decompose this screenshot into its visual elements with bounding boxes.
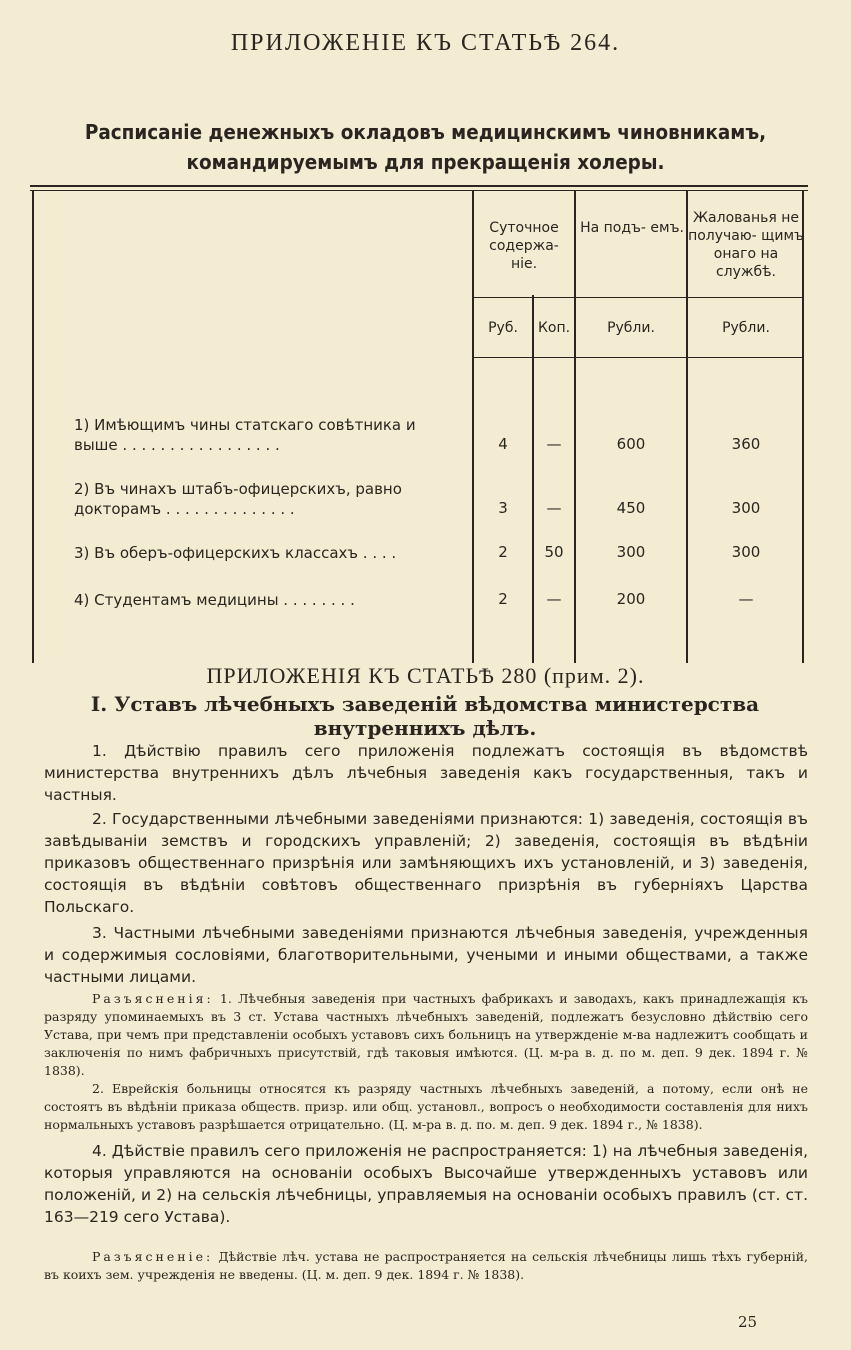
cell-lift: 450 <box>616 499 646 517</box>
header-daily: Суточное содержа- ніе. <box>489 220 559 272</box>
table-row-label: 4) Студентамъ медицины . . . . . . . . <box>74 591 355 609</box>
cell-rub: 2 <box>498 543 508 561</box>
table-row-label: 3) Въ оберъ-офицерскихъ классахъ . . . . <box>74 544 397 562</box>
cell-lift: 200 <box>616 590 646 608</box>
note-2: 2. Еврейскія больницы относятся къ разряду частныхъ лѣчебныхъ заведеній, а потому, если онѣ не состоятъ въ вѣдѣніи приказа обществ. призр. или общ. установл., вопросъ о необходимости составленія для нихъ нормальныхъ уставовъ разрѣшается отрицательно. (Ц. м-ра в. д. по. м. деп. 9 дек. 1894 г., № 1838). <box>44 1081 808 1132</box>
cell-lift: 300 <box>616 543 646 561</box>
cell-salary: — <box>738 590 754 608</box>
cell-salary: 360 <box>731 435 761 453</box>
cell-kop: — <box>546 435 562 453</box>
article-4: 4. Дѣйствіе правилъ сего приложенія не распространяется: 1) на лѣчебныя заведенія, которыя управляются на основаніи особыхъ Высочайше утвержденныхъ уставовъ или положеній, и 2) на сельскія лѣчебницы, управляемыя на основаніи особыхъ правилъ (ст. ст. 163—219 сего Устава). <box>44 1142 808 1226</box>
appendix-title: ПРИЛОЖЕНІЕ КЪ СТАТЬѢ 264. <box>230 30 621 56</box>
note-1-text: 1. Лѣчебныя заведенія при частныхъ фабрикахъ и заводахъ, какъ принадлежащія къ разряду упоминаемыхъ въ 3 ст. Устава частныхъ лѣчебныхъ заведеній, подлежатъ безусловно дѣйствію сего Устава, при чемъ при представленіи особыхъ уставовъ сихъ больницъ на утвержденіе м-ва надлежитъ сообщать и заключенія по нимъ фабричныхъ присутствій, гдѣ таковыя имѣются. (Ц. м-ра в. д. по м. деп. 9 дек. 1894 г. № 1838). <box>44 991 808 1078</box>
table-row-label: 1) Имѣющимъ чины статскаго совѣтника и выше . . . . . . . . . . . . . . . . . <box>74 416 416 454</box>
schedule-heading-line2: командируемымъ для прекращенія холеры. <box>186 150 665 174</box>
cell-rub: 3 <box>498 499 508 517</box>
cell-kop: 50 <box>544 543 564 561</box>
article-1: 1. Дѣйствію правилъ сего приложенія подлежатъ состоящія въ вѣдомствѣ министерства внутреннихъ дѣлъ лѣчебныя заведенія какъ государственныя, такъ и частныя. <box>44 742 808 804</box>
appendix-280-title: ПРИЛОЖЕНІЯ КЪ СТАТЬѢ 280 (прим. 2). <box>206 663 645 688</box>
cell-salary: 300 <box>731 543 761 561</box>
cell-kop: — <box>546 499 562 517</box>
header-kop: Коп. <box>537 320 571 336</box>
header-rubli-salary: Рубли. <box>722 320 770 336</box>
header-rubli-lift: Рубли. <box>607 320 655 336</box>
schedule-heading-line1: Расписаніе денежныхъ окладовъ медицинскимъ чиновникамъ, <box>84 120 767 144</box>
page-number: 25 <box>738 1313 758 1331</box>
table-row-label: 2) Въ чинахъ штабъ-офицерскихъ, равно докторамъ . . . . . . . . . . . . . . <box>74 480 402 518</box>
cell-rub: 2 <box>498 590 508 608</box>
note-3-label: Разъясненіе: <box>92 1249 214 1264</box>
note-3-text: Дѣйствіе лѣч. устава не распространяется на сельскія лѣчебницы лишь тѣхъ губерній, въ коихъ зем. учрежденія не введены. (Ц. м. деп. 9 дек. 1894 г. № 1838). <box>44 1249 808 1282</box>
note-3 <box>44 1248 808 1284</box>
header-rub: Руб. <box>488 320 518 336</box>
note-1-label: Разъясненія: <box>92 991 214 1006</box>
note-1 <box>44 990 808 1080</box>
table-top-rule <box>30 185 808 187</box>
salary-table <box>30 185 808 663</box>
header-salary: Жалованья не получаю- щимъ онаго на службѣ. <box>688 210 804 280</box>
statute-title: I. Уставъ лѣчебныхъ заведеній вѣдомства министерства внутреннихъ дѣлъ. <box>90 692 760 740</box>
cell-lift: 600 <box>616 435 646 453</box>
header-divider <box>472 297 804 298</box>
header-lift: На подъ- емъ. <box>580 220 684 236</box>
article-3: 3. Частными лѣчебными заведеніями признаются лѣчебныя заведенія, учрежденныя и содержимыя сословіями, благотворительными, учеными и иными обществами, а также частными лицами. <box>44 924 808 986</box>
cell-kop: — <box>546 590 562 608</box>
cell-salary: 300 <box>731 499 761 517</box>
header-bottom-rule <box>472 357 804 358</box>
cell-rub: 4 <box>498 435 508 453</box>
table-left-border <box>32 191 34 663</box>
article-2: 2. Государственными лѣчебными заведеніями признаются: 1) заведенія, состоящія въ завѣдываніи земствъ и городскихъ управленій; 2) заведенія, состоящія въ вѣдѣніи приказовъ общественнаго призрѣнія или замѣняющихъ ихъ установленій, и 3) заведенія, состоящія въ вѣдѣніи совѣтовъ общественнаго призрѣнія въ губерніяхъ Царства Польскаго. <box>44 810 808 916</box>
table-top-rule-2 <box>30 190 808 191</box>
